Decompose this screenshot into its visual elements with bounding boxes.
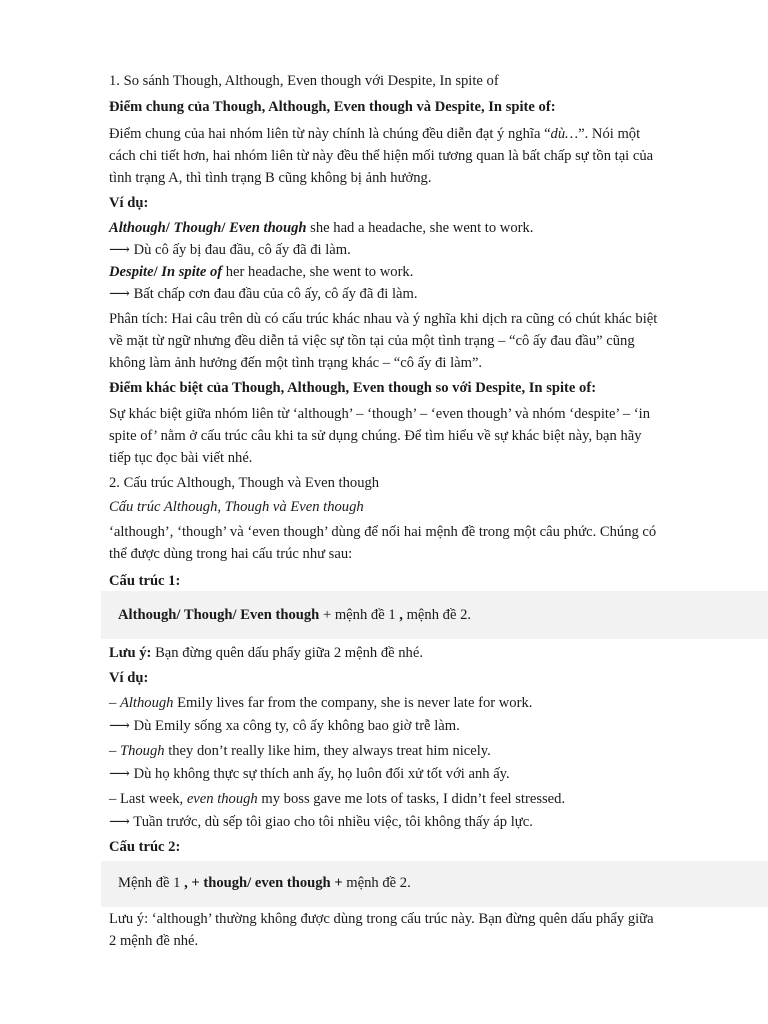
text-run-italic: Though: [119, 743, 165, 759]
structure-2-formula: [118, 874, 411, 892]
text-run: mệnh đề 2.: [402, 607, 472, 623]
text-run: Mệnh đề 1: [118, 875, 185, 891]
note-line: Lưu ý: ‘although’ thường không được dùng trong cấu trúc này. Bạn đừng quên dấu phẩy giữa: [109, 911, 654, 927]
example-label: Ví dụ:: [109, 670, 149, 686]
text-run-bold-italic: Even though: [229, 220, 307, 236]
paragraph-line: cách chi tiết hơn, hai nhóm liên từ này đều thể hiện mối tương quan là bất chấp sự tồn tại của: [109, 148, 654, 164]
structure-1-label: Cấu trúc 1:: [109, 573, 181, 589]
paragraph-line: không làm ảnh hưởng đến một tình trạng khác – “cô ấy đi làm”.: [109, 355, 483, 371]
text-run: – Last week,: [109, 791, 187, 807]
text-run: ”. Nói một: [578, 126, 641, 142]
example-translation: ⟶ Dù cô ấy bị đau đầu, cô ấy đã đi làm.: [109, 242, 351, 258]
text-run: Emily lives far from the company, she is never late for work.: [173, 695, 533, 711]
paragraph-line: thể được dùng trong hai cấu trúc như sau:: [109, 546, 353, 562]
structure-2-box: [101, 861, 768, 907]
paragraph-line: tiếp tục đọc bài viết nhé.: [109, 450, 253, 466]
example-translation: ⟶ Dù Emily sống xa công ty, cô ấy không bao giờ trễ làm.: [109, 718, 460, 734]
text-run: –: [109, 695, 120, 711]
example-translation: ⟶ Dù họ không thực sự thích anh ấy, họ luôn đối xử tốt với anh ấy.: [109, 766, 510, 782]
example-sentence: [109, 742, 491, 760]
paragraph-line: spite of’ nằm ở cấu trúc câu khi ta sử dụng chúng. Để tìm hiểu về sự khác biệt này, bạn hãy: [109, 428, 642, 444]
structure-2-label: Cấu trúc 2:: [109, 839, 181, 855]
text-run-bold: ,: [399, 607, 403, 623]
text-run: Điểm chung của hai nhóm liên từ này chính là chúng đều diễn đạt ý nghĩa “: [109, 126, 551, 142]
text-run: mệnh đề 2.: [342, 875, 411, 891]
example-sentence: [109, 219, 533, 237]
text-run: they don’t really like him, they always treat him nicely.: [164, 743, 491, 759]
text-run-italic: Although: [119, 695, 174, 711]
text-run-bold-italic: In spite of: [161, 264, 223, 280]
paragraph-line: ‘although’, ‘though’ và ‘even though’ dùng để nối hai mệnh đề trong một câu phức. Chúng có: [109, 524, 657, 540]
text-run-italic: dù…: [550, 126, 579, 142]
example-sentence: [109, 790, 565, 808]
paragraph-line: Phân tích: Hai câu trên dù có cấu trúc khác nhau và ý nghĩa khi dịch ra cũng có chút khác biệt: [109, 311, 658, 327]
text-run-bold-italic: Though: [173, 220, 222, 236]
note-label: Lưu ý:: [109, 645, 152, 661]
text-run-italic: even though: [186, 791, 258, 807]
text-run: Bạn đừng quên dấu phẩy giữa 2 mệnh đề nhé.: [151, 645, 423, 661]
text-run-bold: /: [153, 264, 162, 280]
text-run: my boss gave me lots of tasks, I didn’t feel stressed.: [257, 791, 566, 807]
example-sentence: [109, 263, 413, 281]
subheading-italic: Cấu trúc Although, Though và Even though: [109, 499, 364, 515]
structure-1-formula: [118, 606, 471, 624]
text-run-bold: Although/ Though/ Even though: [118, 607, 320, 623]
paragraph-line: [109, 125, 640, 143]
example-label: Ví dụ:: [109, 195, 149, 211]
paragraph-line: tình trạng A, thì tình trạng B cũng không bị ảnh hưởng.: [109, 170, 432, 186]
text-run: –: [109, 743, 120, 759]
note-line: 2 mệnh đề nhé.: [109, 933, 199, 949]
paragraph-line: Sự khác biệt giữa nhóm liên từ ‘although’ – ‘though’ – ‘even though’ và nhóm ‘despite’ – ‘in: [109, 406, 651, 422]
section-heading-1: 1. So sánh Though, Although, Even though với Despite, In spite of: [109, 73, 499, 89]
text-run-bold: , + though/ even though +: [184, 875, 343, 891]
text-run-bold: /: [221, 220, 230, 236]
note-line: [109, 644, 423, 662]
text-run-bold-italic: Despite: [109, 264, 154, 280]
text-run: her headache, she went to work.: [222, 264, 414, 280]
example-sentence: [109, 694, 532, 712]
paragraph-line: về mặt từ ngữ nhưng đều diễn tả việc sự tồn tại của một tình trạng – “cô ấy đau đầu” cũng: [109, 333, 635, 349]
subheading-common-points: Điểm chung của Though, Although, Even though và Despite, In spite of:: [109, 99, 556, 115]
structure-1-box: [101, 591, 768, 639]
text-run: she had a headache, she went to work.: [306, 220, 534, 236]
subheading-differences: Điểm khác biệt của Though, Although, Even though so với Despite, In spite of:: [109, 380, 597, 396]
text-run-bold-italic: Although: [109, 220, 166, 236]
example-translation: ⟶ Bất chấp cơn đau đầu của cô ấy, cô ấy đã đi làm.: [109, 286, 418, 302]
text-run: + mệnh đề 1: [319, 607, 400, 623]
section-heading-2: 2. Cấu trúc Although, Though và Even though: [109, 475, 380, 491]
text-run-bold: /: [165, 220, 174, 236]
example-translation: ⟶ Tuần trước, dù sếp tôi giao cho tôi nhiều việc, tôi không thấy áp lực.: [109, 814, 533, 830]
